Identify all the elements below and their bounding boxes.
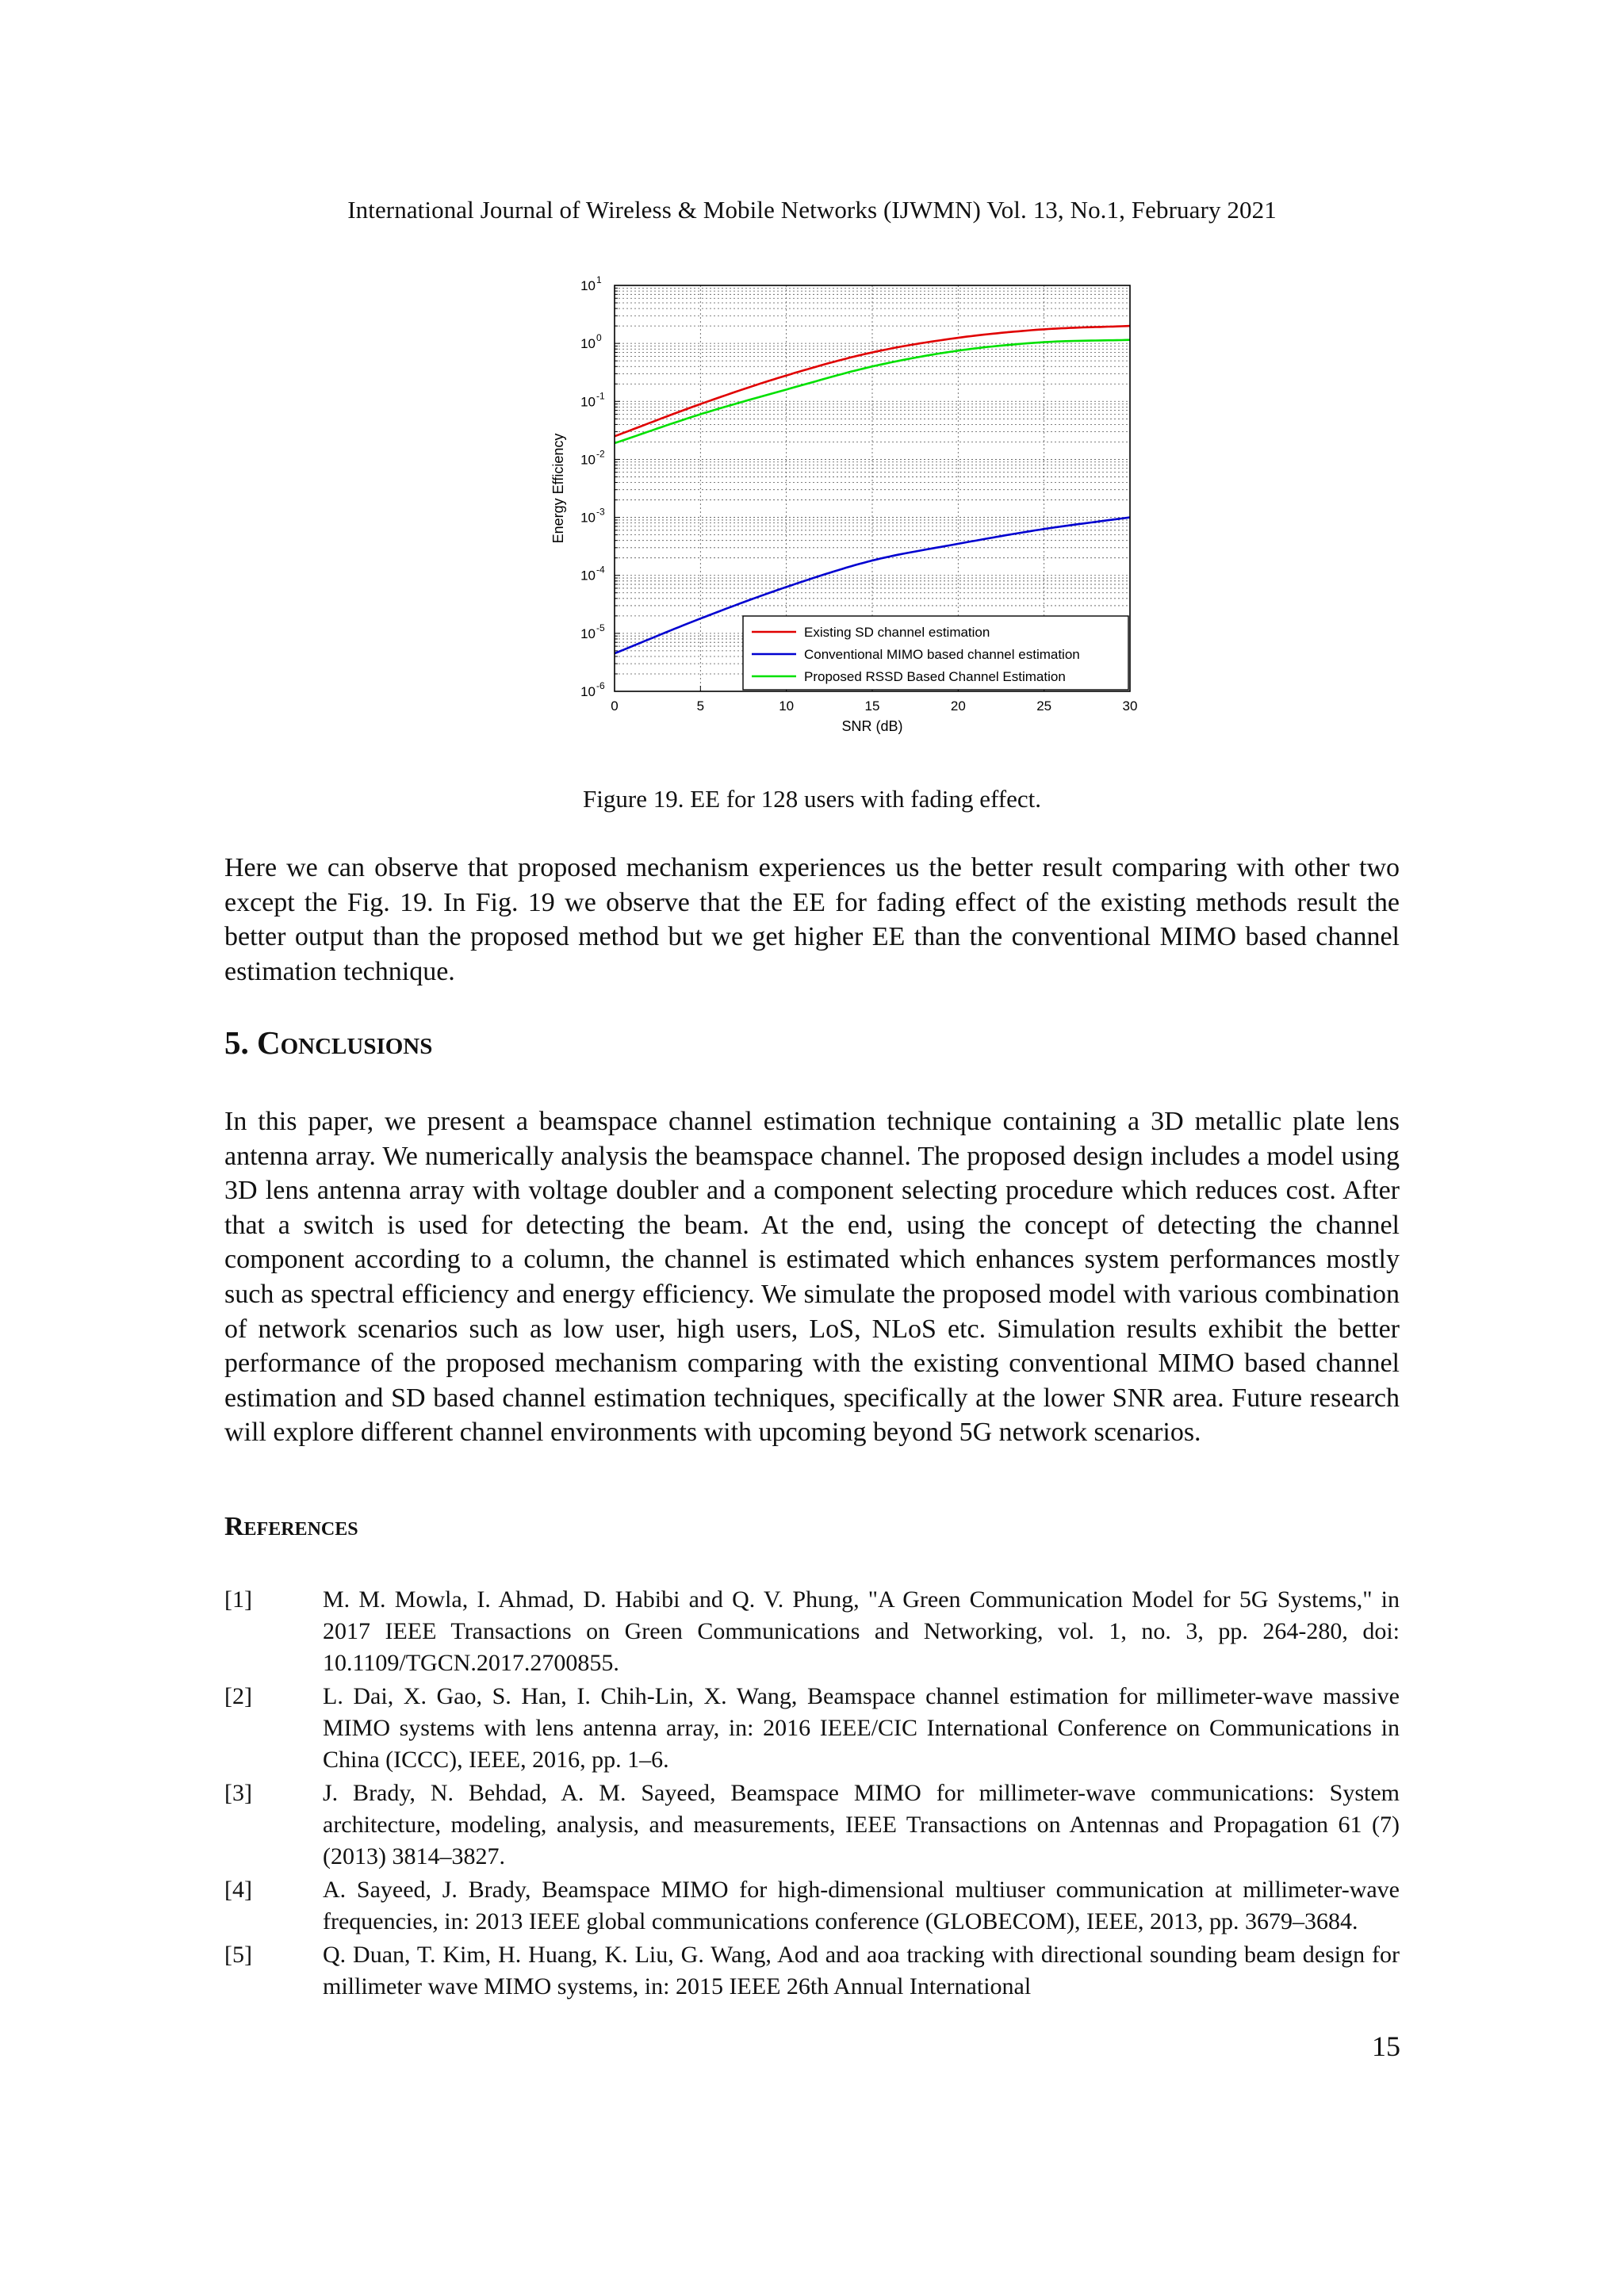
running-header: International Journal of Wireless & Mobile Networks (IJWMN) Vol. 13, No.1, February 2021 [347,196,1277,224]
y-tick-label: 10 [580,278,596,293]
reference-text: Q. Duan, T. Kim, H. Huang, K. Liu, G. Wang, Aod and aoa tracking with directional sounding beam design for millimeter wave MIMO systems, in: 2015 IEEE 26th Annual International [323,1942,1400,1999]
x-tick-label: 30 [1122,698,1138,714]
y-tick-label: 10 [580,684,596,699]
references-heading: References [224,1512,358,1541]
x-tick-label: 5 [696,698,705,714]
y-tick-label: 10 [580,568,596,584]
legend-label: Proposed RSSD Based Channel Estimation [804,669,1066,684]
y-tick-label: 10 [580,394,596,410]
reference-item [224,1874,1400,1938]
x-tick-label: 25 [1036,698,1052,714]
legend-label: Conventional MIMO based channel estimation [804,647,1080,662]
figure-caption: Figure 19. EE for 128 users with fading effect. [583,785,1041,813]
y-tick-label: 10 [580,626,596,641]
energy-efficiency-chart [541,274,1151,749]
x-axis-label: SNR (dB) [841,718,903,734]
reference-item [224,1584,1400,1679]
reference-text: L. Dai, X. Gao, S. Han, I. Chih-Lin, X. Wang, Beamspace channel estimation for millimeter-wave massive MIMO systems with lens antenna array, in: 2016 IEEE/CIC International Conference on Communications in China (ICCC), IEEE, 2016, pp. 1–6. [323,1683,1400,1773]
y-tick-exponent: -2 [596,448,605,460]
reference-number: [3] [224,1780,252,1806]
y-tick-exponent: -5 [596,622,605,633]
reference-item [224,1681,1400,1776]
conclusion-paragraph: In this paper, we present a beamspace channel estimation technique containing a 3D metallic plate lens antenna array. We numerically analysis the beamspace channel. The proposed design includes a model using 3D lens antenna array with voltage doubler and a component selecting procedure which reduces cost. After that a switch is used for detecting the beam. At the end, using the concept of detecting the channel component according to a column, the channel is estimated which enhances system performances mostly such as spectral efficiency and energy efficiency. We simulate the proposed model with various combination of network scenarios such as low user, high users, LoS, NLoS etc. Simulation results exhibit the better performance of the proposed mechanism comparing with the existing conventional MIMO based channel estimation and SD based channel estimation techniques, specifically at the lower SNR area. Future research will explore different channel environments with upcoming beyond 5G network scenarios. [224,1107,1400,1448]
reference-text: J. Brady, N. Behdad, A. M. Sayeed, Beamspace MIMO for millimeter-wave communications: System architecture, modeling, analysis, and measurements, IEEE Transactions on Antennas and Propagation 61 (7) (2013) 3814–3827. [323,1780,1400,1869]
reference-text: M. M. Mowla, I. Ahmad, D. Habibi and Q. V. Phung, "A Green Communication Model for 5G Systems," in 2017 IEEE Transactions on Green Communications and Networking, vol. 1, no. 3, pp. 264-280, doi: 10.1109/TGCN.2017.2700855. [323,1586,1400,1676]
section-heading-conclusions: 5. Conclusions [224,1024,433,1061]
reference-number: [4] [224,1877,252,1903]
y-axis-label: Energy Efficiency [550,433,566,544]
legend-label: Existing SD channel estimation [804,625,990,640]
y-tick-exponent: -1 [596,390,605,402]
legend [743,616,1128,690]
reference-number: [1] [224,1586,252,1613]
reference-text: A. Sayeed, J. Brady, Beamspace MIMO for high-dimensional multiuser communication at millimeter-wave frequencies, in: 2013 IEEE global communications conference (GLOBECOM), IEEE, 2013, pp. 3679–3684. [323,1877,1400,1934]
y-tick-exponent: -4 [596,564,605,576]
y-tick-exponent: -6 [596,680,605,691]
page-number: 15 [1372,2030,1400,2062]
reference-number: [2] [224,1683,252,1709]
y-tick-label: 10 [580,510,596,526]
reference-number: [5] [224,1942,252,1968]
x-tick-label: 20 [950,698,966,714]
y-tick-exponent: -3 [596,506,605,518]
x-tick-label: 15 [864,698,880,714]
y-tick-exponent: 0 [596,332,602,344]
x-tick-label: 0 [611,698,619,714]
reference-list [224,1584,1400,2004]
reference-item [224,1777,1400,1873]
x-tick-label: 10 [779,698,795,714]
discussion-paragraph: Here we can observe that proposed mechanism experiences us the better result comparing with other two except the Fig. 19. In Fig. 19 we observe that the EE for fading effect of the existing methods result the better output than the proposed method but we get higher EE than the conventional MIMO based channel estimation technique. [224,853,1400,986]
y-tick-label: 10 [580,336,596,352]
reference-item [224,1939,1400,2003]
y-tick-exponent: 1 [596,274,602,285]
y-tick-label: 10 [580,452,596,468]
